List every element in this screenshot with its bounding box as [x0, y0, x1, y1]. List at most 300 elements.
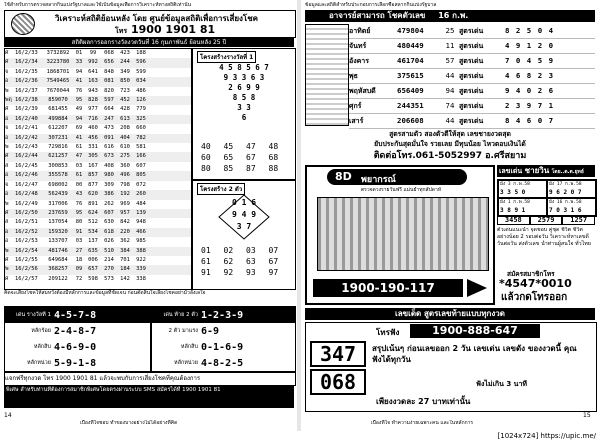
table-cell: 16/2/37	[15, 87, 38, 94]
chayawin-box	[497, 165, 595, 305]
triangle-bottom-value: 65	[223, 153, 234, 162]
day-digits: 8 4 6 0 7	[505, 116, 555, 125]
table-cell: 270	[104, 266, 114, 273]
table-cell: 166	[136, 153, 146, 160]
table-cell: 842	[120, 219, 130, 226]
ad-photo-group	[317, 197, 489, 271]
table-row	[5, 247, 191, 256]
table-cell: 423	[120, 50, 130, 56]
table-cell: 859070	[48, 97, 68, 104]
table-cell: 300853	[48, 162, 68, 169]
table-cell: 305	[88, 153, 98, 160]
day-two-digit: 94	[445, 86, 455, 95]
table-cell: 95	[75, 209, 83, 216]
struct2-bottom-value: 63	[246, 257, 256, 266]
struct2-bottom-value: 91	[201, 268, 211, 277]
triangle-row: 4 5 8 5 6 7	[219, 63, 269, 72]
struct2-bottom-value: 07	[268, 246, 279, 255]
struct2-bottom-value: 67	[268, 257, 279, 266]
struct2-bottom-grid	[201, 245, 291, 278]
table-row	[5, 143, 191, 152]
left-notice: คิดจะเสี่ยงโชคให้สมหวังต้องมีหลักการและข้อมูลที่ชัดเจน ก่อนตัดสินใจเลี่ยงโชคอย่ามัวลังเลใจ	[4, 290, 206, 296]
formula-value: 2-4-8-7	[54, 325, 97, 337]
table-cell: 481746	[48, 247, 68, 254]
table-cell: 534	[88, 228, 98, 235]
triangle-row: 9 3 3 6 3	[223, 73, 265, 82]
triangle-bottom-value: 68	[268, 153, 279, 162]
day-number: 206608	[397, 116, 424, 125]
table-row	[5, 218, 191, 227]
table-cell: 891	[88, 200, 98, 207]
table-cell: 452	[120, 97, 130, 104]
struct2-title: โครงสร้าง 2 ตัว	[197, 183, 245, 195]
table-cell: 597	[104, 97, 114, 104]
table-cell: 473	[104, 125, 114, 132]
triangle-digits	[193, 63, 295, 123]
table-cell: 681455	[48, 106, 68, 113]
table-cell: 026	[104, 238, 114, 245]
table-row	[5, 58, 191, 67]
table-cell: 510	[104, 247, 114, 254]
formula-row	[152, 355, 295, 371]
table-cell: 16/2/42	[15, 134, 38, 141]
right-header	[305, 10, 595, 22]
formula-label: หลักหน่วย	[26, 360, 51, 366]
table-cell: 716	[88, 115, 98, 122]
days-table	[349, 24, 595, 124]
triangle-row: 8 5 8	[232, 93, 256, 102]
day-row	[349, 24, 595, 39]
table-cell: 621257	[48, 153, 68, 160]
chayawin-cell	[498, 180, 547, 198]
left-banner-phone-block	[115, 23, 215, 37]
table-cell: 980	[104, 172, 114, 179]
struct2-bottom-value: 02	[223, 246, 234, 255]
day-name: พุธ	[349, 72, 358, 80]
table-row	[5, 200, 191, 209]
day-row	[349, 69, 595, 84]
special-box	[305, 322, 597, 412]
table-cell: อ	[5, 134, 9, 141]
table-cell: 562439	[48, 191, 68, 198]
right-top-note: ข้อมูลและสถิติสำหรับประกอบการเลือกซื้อสลากกินแบ่งรัฐบาล	[305, 2, 437, 8]
formula-row	[5, 323, 150, 339]
table-cell: 03	[75, 238, 83, 245]
table-cell: 16/2/48	[15, 191, 38, 198]
table-cell: 16/2/36	[15, 78, 38, 85]
promo-line-2: ยับประกันสุดมั่นใจ รวยเลย มีทุนน้อย ไหวตอบเงินได้	[374, 140, 526, 148]
formula-label: หลักร้อย	[31, 328, 51, 334]
table-cell: 61	[75, 172, 83, 179]
table-cell: 33	[75, 59, 83, 66]
chayawin-cell-date: ม้ง 3 ก.พ.58	[500, 182, 530, 187]
table-cell: 599	[136, 68, 146, 75]
table-cell: 260	[136, 191, 146, 198]
table-cell: 16/2/44	[15, 153, 38, 160]
left-top-note: ใช้สำหรับการตรวจสลากกินแบ่งรัฐบาลและใช้เป็นข้อมูลเพื่อการวิเคราะห์ทางสถิติเท่านั้น	[4, 2, 192, 8]
table-row	[5, 115, 191, 124]
table-cell: 486	[136, 87, 146, 94]
day-row	[349, 84, 595, 99]
table-cell: 828	[88, 97, 98, 104]
day-digits: 2 3 9 7 1	[505, 101, 555, 110]
table-cell: ศ	[5, 59, 9, 66]
special-phone: 1900-888-647	[410, 324, 540, 338]
table-cell: 27	[75, 247, 83, 254]
table-cell: 386	[104, 191, 114, 198]
table-cell: 620	[88, 191, 98, 198]
triangle-bottom-grid	[201, 141, 291, 174]
table-cell: 99	[89, 50, 97, 56]
table-cell: พฤ	[5, 97, 12, 104]
triangle-bottom-value: 67	[246, 153, 256, 162]
table-cell: 43	[75, 191, 83, 198]
table-cell: 673	[104, 153, 114, 160]
struct2-bottom-value: 92	[223, 268, 234, 277]
formula-row	[5, 355, 150, 371]
table-cell: 729816	[48, 144, 68, 151]
day-name: อังคาร	[349, 57, 369, 65]
chayawin-cell-date: ม้ง 1 ก.พ.58	[500, 200, 530, 205]
table-cell: 362	[120, 238, 130, 245]
triangle-structure	[192, 48, 296, 180]
table-cell: 034	[136, 78, 146, 85]
triangle-bottom-value: 60	[201, 153, 211, 162]
table-row	[5, 77, 191, 86]
ad-arrow-icon	[467, 279, 487, 297]
stats-table	[4, 48, 192, 290]
table-cell: 484	[136, 200, 146, 207]
table-cell: 47	[75, 153, 83, 160]
chayawin-cell-digits: 3 8 9 1	[500, 207, 526, 214]
table-cell: 16/2/49	[15, 200, 38, 207]
table-cell: 948	[136, 219, 146, 226]
table-cell: อ	[5, 191, 9, 198]
right-header-extra: 16 ก.พ.	[438, 11, 469, 20]
table-cell: 214	[104, 256, 114, 263]
ad-8d-box	[305, 165, 495, 305]
table-cell: 349	[120, 68, 130, 75]
day-row	[349, 99, 595, 114]
table-cell: 208	[120, 125, 130, 132]
ad-logo-bar	[327, 169, 467, 185]
table-cell: 94	[75, 68, 83, 75]
day-number: 479804	[397, 26, 424, 35]
table-cell: 7549465	[46, 78, 70, 85]
chayawin-bottom-value: 3458	[497, 215, 530, 225]
table-cell: 798	[120, 181, 130, 188]
big-number-top: 347	[310, 341, 366, 367]
table-cell: 607	[104, 209, 114, 216]
day-row	[349, 54, 595, 69]
chayawin-by: โดย..ด.ต.ยุทธ์	[551, 169, 584, 175]
formula-label: เด่น ท้าย 2 ตัว	[163, 312, 198, 318]
table-cell: 006	[88, 256, 98, 263]
table-cell: 612207	[48, 125, 68, 132]
table-cell: 820	[104, 87, 114, 94]
formula-label: หลักสิบ	[180, 344, 198, 350]
portrait-photo	[305, 24, 349, 126]
left-banner-phone-prefix: โทร	[115, 27, 128, 35]
formula-value: 4-5-7-8	[54, 309, 97, 321]
table-cell: 460	[88, 125, 98, 132]
chayawin-desc: ตัวเด่นแนะนำ จุดชอบ คู่ชุด ชีวิต ชีวิต อย่างน้อย 2 รอบต่อวัน วิเคราะห์หาเลขดี วันต่อวัน ส่งตัวเลข นำท่านผู้สนใจ ทั่วไทย	[497, 227, 591, 247]
table-row	[5, 96, 191, 105]
big-number-bottom: 068	[310, 369, 366, 395]
right-page	[301, 0, 598, 431]
special-desc: สรุปเน้นๆ ก่อนเลขออก 2 วัน เลขเด่น เลขดัง ของงวดนี้ คุณฟังได้ทุกวัน	[372, 344, 577, 364]
table-cell: อ	[5, 78, 9, 85]
table-cell: 7670044	[46, 87, 70, 94]
table-row	[5, 162, 191, 171]
table-cell: 635	[88, 247, 98, 254]
table-cell: 220	[120, 228, 130, 235]
chayawin-name: ชายวิน	[524, 166, 550, 175]
triangle-bottom-value: 85	[223, 164, 234, 173]
table-cell: 76	[75, 200, 83, 207]
table-cell: 16/2/43	[15, 144, 38, 151]
table-cell: 782	[136, 134, 146, 141]
table-row	[5, 152, 191, 161]
table-cell: 16/2/46	[15, 172, 38, 179]
struct2-bottom-value: 01	[201, 246, 211, 255]
triangle-bottom-value: 80	[201, 164, 211, 173]
table-cell: 607	[136, 162, 146, 169]
table-cell: 188	[136, 50, 146, 56]
table-cell: 656	[104, 59, 114, 66]
table-cell: 068	[104, 50, 114, 56]
table-row	[5, 68, 191, 77]
table-cell: 317006	[48, 200, 68, 207]
formula-label: 2 ตัว มาแรง	[168, 328, 198, 334]
chayawin-cell-digits: 3 3 5 0	[500, 189, 526, 196]
table-cell: 660	[136, 125, 146, 132]
table-cell: 01	[75, 50, 83, 56]
table-cell: ส	[5, 219, 9, 226]
table-cell: 512	[88, 219, 98, 226]
day-name: อาทิตย์	[349, 27, 371, 35]
triangle-row: 6	[241, 113, 247, 122]
table-cell: 388	[136, 247, 146, 254]
table-cell: 49	[75, 106, 83, 113]
day-name: จันทร์	[349, 42, 367, 50]
table-cell: 09	[75, 266, 83, 273]
day-digits: 7 0 4 5 9	[505, 56, 555, 65]
table-row	[5, 105, 191, 114]
table-cell: 428	[120, 106, 130, 113]
day-row	[349, 114, 595, 129]
table-cell: 618	[104, 228, 114, 235]
left-page-number: 14	[4, 412, 12, 419]
day-label: สูตรเด่น	[459, 57, 484, 65]
right-footer-note: เบื้องที่ใจ ทำความง่ายเฉพาะคน และในหลักการ	[371, 420, 474, 426]
day-two-digit: 44	[445, 71, 455, 80]
left-banner-phone: 1900 1901 81	[130, 23, 216, 36]
struct2-bottom-value: 93	[246, 268, 256, 277]
struct2-bottom-value: 62	[223, 257, 234, 266]
table-cell: 41	[75, 78, 83, 85]
table-cell: 309	[104, 181, 114, 188]
table-cell: 137054	[48, 219, 68, 226]
table-row	[5, 49, 191, 58]
formula-label: หลักหน่วย	[173, 360, 198, 366]
day-two-digit: 57	[445, 56, 455, 65]
table-cell: 72	[75, 275, 83, 282]
table-row	[5, 256, 191, 265]
day-label: สูตรเด่น	[459, 72, 484, 80]
struct2-bottom-value: 61	[201, 257, 211, 266]
table-cell: 16/2/57	[15, 275, 38, 282]
table-cell: 624	[88, 209, 98, 216]
ad-logo-main: 8D	[335, 170, 352, 183]
table-cell: 16/2/34	[15, 59, 38, 66]
chayawin-bottom-value: 2579	[530, 215, 563, 225]
table-cell: 307231	[48, 134, 68, 141]
day-name: เสาร์	[349, 117, 364, 125]
table-cell: 779	[136, 106, 146, 113]
table-cell: 03	[75, 162, 83, 169]
table-cell: 848	[104, 68, 114, 75]
table-cell: 641	[88, 68, 98, 75]
formula-label: หลักสิบ	[33, 344, 51, 350]
table-cell: 649684	[48, 256, 68, 263]
struct2-bottom-value: 97	[268, 268, 279, 277]
table-cell: 142	[120, 275, 130, 282]
chayawin-prefix: เลขเด่น	[499, 167, 523, 175]
struct2-bottom-value: 03	[246, 246, 256, 255]
table-cell: 163	[88, 78, 98, 85]
day-name: พฤหัสบดี	[349, 87, 376, 95]
table-cell: พ	[5, 144, 9, 151]
table-cell: 209122	[48, 275, 68, 282]
table-cell: 16/2/50	[15, 209, 38, 216]
ad-phone: 1900-190-117	[313, 279, 463, 297]
left-sms-note: พิเศษ สำหรับท่านที่ต้องการสมาชิกพิเศษโดยตรงผ่านระบบ SMS สมัครได้ที่ 1900 1901 81	[4, 386, 294, 408]
formula-row	[152, 339, 295, 355]
table-cell: 355578	[48, 172, 68, 179]
formula-value: 5-9-1-8	[54, 357, 97, 369]
table-cell: 922	[136, 256, 146, 263]
day-digits: 8 2 5 0 4	[505, 26, 555, 35]
table-row	[5, 228, 191, 237]
table-cell: ศ	[5, 106, 9, 113]
table-cell: ศ	[5, 50, 9, 56]
day-digits: 4 9 1 2 0	[505, 41, 555, 50]
table-row	[5, 124, 191, 133]
table-cell: 275	[120, 153, 130, 160]
table-row	[5, 181, 191, 190]
table-cell: 404	[120, 134, 130, 141]
table-cell: อ	[5, 115, 9, 122]
triangle-bottom-value: 40	[201, 142, 211, 151]
table-cell: 18	[75, 256, 83, 263]
day-number: 656409	[397, 86, 424, 95]
table-cell: 00	[75, 181, 83, 188]
chayawin-table	[497, 179, 597, 217]
table-cell: 16/2/35	[15, 68, 38, 75]
table-cell: 992	[88, 59, 98, 66]
table-cell: 80	[75, 219, 83, 226]
table-cell: 16/2/56	[15, 266, 38, 273]
formula-row	[152, 307, 295, 323]
table-cell: 701	[120, 256, 130, 263]
table-cell: 16/2/38	[15, 97, 38, 104]
table-cell: 1868701	[46, 68, 70, 75]
table-cell: 496	[120, 172, 130, 179]
table-cell: 95	[75, 97, 83, 104]
special-time: ฟังไม่เกิน 3 นาที	[476, 380, 527, 388]
table-cell: 613	[120, 115, 130, 122]
table-cell: 723	[120, 87, 130, 94]
table-cell: 805	[136, 172, 146, 179]
formula-row	[152, 323, 295, 339]
table-cell: 91	[75, 228, 83, 235]
table-cell: 877	[88, 181, 98, 188]
formula-value: 0-1-6-9	[201, 341, 244, 353]
table-cell: อ	[5, 228, 9, 235]
day-name: ศุกร์	[349, 102, 362, 110]
table-cell: พ	[5, 200, 9, 207]
day-label: สูตรเด่น	[459, 87, 484, 95]
table-cell: 072	[136, 181, 146, 188]
left-page	[0, 0, 297, 431]
ad-logo-text: พยากรณ์	[361, 175, 396, 185]
ad-text: ตรวจดวงรายวันฟรี แม่นยำทุกสัปดาห์	[360, 187, 442, 193]
table-cell: 137	[88, 238, 98, 245]
table-cell: 596	[136, 59, 146, 66]
footer-bar	[0, 431, 600, 443]
table-cell: 969	[120, 200, 130, 207]
left-bottom-line: แจกฟรีทุกงวด โทร 1900 1901 81 แล้วจะพบกับการเสี่ยงโชคที่คุณต้องการ	[4, 372, 296, 386]
left-banner-logo-icon	[11, 13, 35, 35]
table-cell: 76	[75, 87, 83, 94]
table-row	[5, 237, 191, 246]
table-cell: 698002	[48, 181, 68, 188]
table-cell: 499884	[48, 115, 68, 122]
right-header-title: อาจารย์สามารถ โชคตัวเลข	[329, 11, 426, 20]
table-cell: ส	[5, 162, 9, 169]
table-cell: 630	[104, 219, 114, 226]
table-cell: 167	[88, 162, 98, 169]
table-cell: 598	[88, 275, 98, 282]
day-number: 461704	[397, 56, 424, 65]
table-cell: 857	[88, 172, 98, 179]
day-number: 244351	[397, 101, 424, 110]
table-row	[5, 190, 191, 199]
table-cell: 16/2/55	[15, 256, 38, 263]
chayawin-cell	[547, 180, 596, 198]
formula-first-prize	[4, 306, 151, 372]
table-cell: 184	[120, 266, 130, 273]
table-cell: 977	[88, 106, 98, 113]
day-two-digit: 25	[445, 26, 455, 35]
chayawin-cell	[498, 198, 547, 216]
table-cell: 091	[104, 134, 114, 141]
table-cell: 657	[88, 266, 98, 273]
table-cell: ศ	[5, 153, 9, 160]
day-row	[349, 39, 595, 54]
formula-row	[5, 339, 150, 355]
table-row	[5, 87, 191, 96]
day-label: สูตรเด่น	[459, 102, 484, 110]
table-cell: 957	[120, 209, 130, 216]
table-cell: 126	[136, 97, 146, 104]
table-cell: 41	[75, 134, 83, 141]
day-digits: 4 6 8 2 3	[505, 71, 555, 80]
table-cell: 16/2/47	[15, 181, 38, 188]
table-cell: 339	[136, 266, 146, 273]
chayawin-cell-date: ม้ง 17 ก.พ.58	[549, 182, 582, 187]
